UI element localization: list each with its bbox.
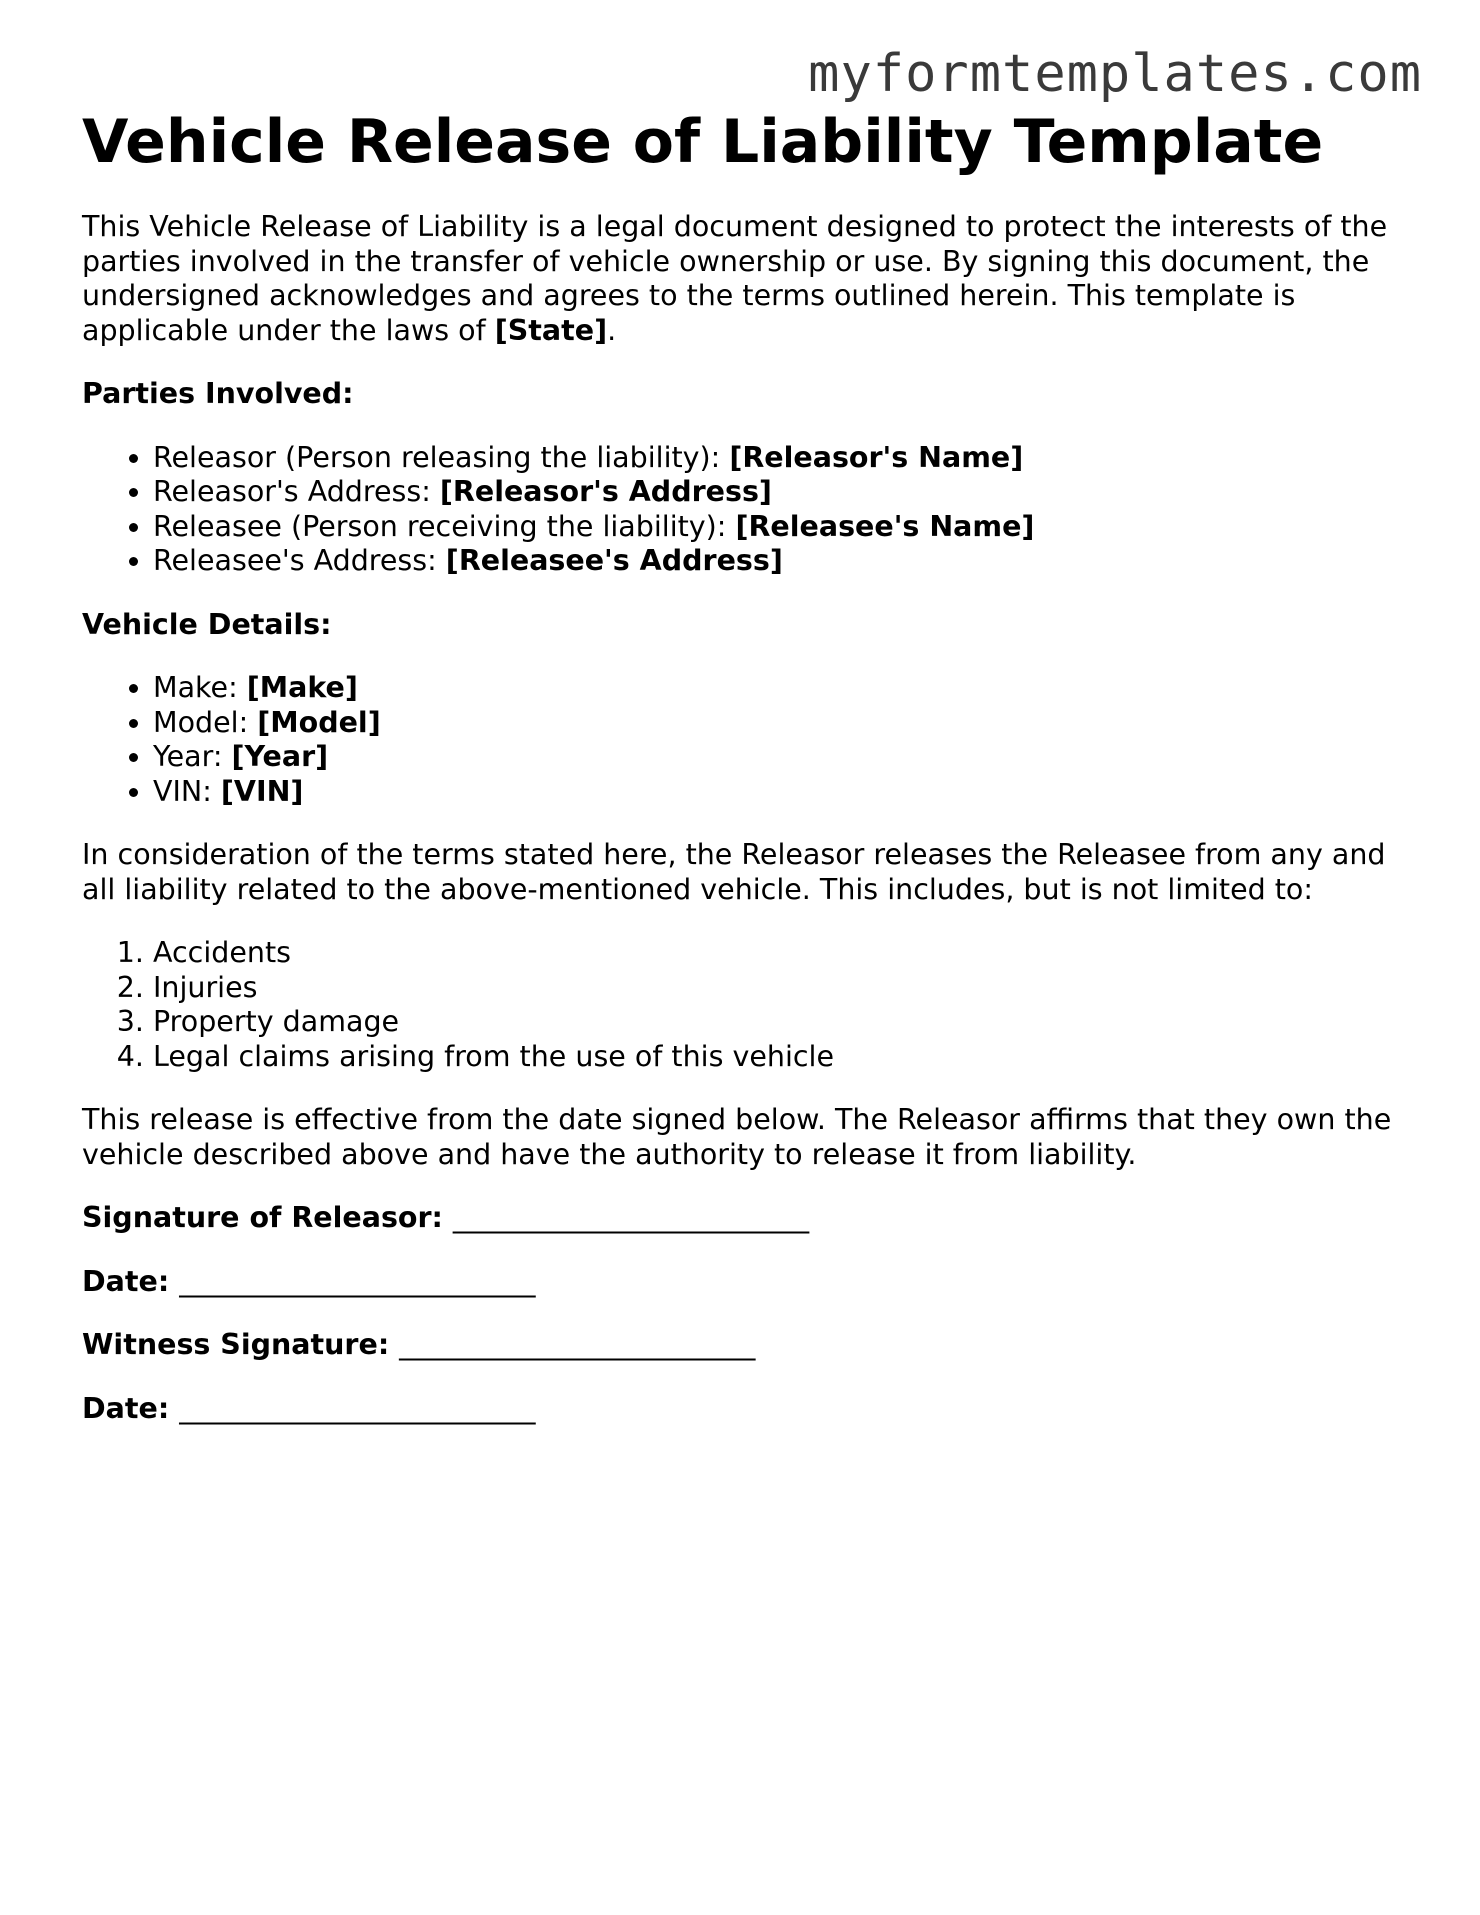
witness-date-line bbox=[82, 1392, 1402, 1427]
state-placeholder: [State] bbox=[494, 313, 608, 347]
list-item bbox=[153, 740, 1402, 775]
vehicle-value: [VIN] bbox=[220, 774, 304, 808]
list-item bbox=[153, 441, 1402, 476]
releasor-date-line bbox=[82, 1265, 1402, 1300]
party-label: Releasor (Person releasing the liability): bbox=[153, 440, 730, 474]
intro-text: This Vehicle Release of Liability is a legal document designed to protect the interests of the parties involved in the transfer of vehicle ownership or use. By signing this document, the undersigned acknowledges and agrees to the terms outlined herein. This template is applicable under the laws of bbox=[82, 210, 1388, 347]
date-blank[interactable]: _________________________ bbox=[179, 1264, 536, 1298]
list-item bbox=[153, 510, 1402, 545]
list-item: 1. Accidents bbox=[153, 936, 1402, 971]
liabilities-list bbox=[82, 936, 1402, 1074]
list-item bbox=[153, 544, 1402, 579]
list-item bbox=[153, 706, 1402, 741]
signature-label: Witness Signature: bbox=[82, 1328, 390, 1361]
date-label: Date: bbox=[82, 1391, 170, 1425]
vehicle-value: [Make] bbox=[246, 671, 358, 704]
vehicle-label: Year: bbox=[153, 740, 232, 773]
list-item: 4. Legal claims arising from the use of this vehicle bbox=[153, 1040, 1402, 1075]
signature-blank[interactable]: _________________________ bbox=[452, 1201, 810, 1234]
party-label: Releasor's Address: bbox=[153, 475, 440, 508]
witness-signature-line bbox=[82, 1328, 1402, 1363]
party-value: [Releasor's Address] bbox=[439, 475, 772, 508]
vehicle-value: [Year] bbox=[231, 740, 329, 773]
signature-blank[interactable]: _________________________ bbox=[399, 1328, 756, 1361]
date-blank[interactable]: _________________________ bbox=[179, 1391, 536, 1425]
parties-list bbox=[82, 441, 1402, 579]
list-item: 2. Injuries bbox=[153, 971, 1402, 1006]
document-body bbox=[82, 106, 1402, 1426]
vehicle-label: VIN: bbox=[153, 774, 221, 808]
parties-heading: Parties Involved: bbox=[82, 377, 354, 410]
party-value: [Releasee's Address] bbox=[445, 544, 783, 577]
vehicle-value: [Model] bbox=[257, 705, 381, 739]
list-item bbox=[153, 475, 1402, 510]
vehicle-label: Model: bbox=[153, 705, 258, 739]
party-value: [Releasor's Name] bbox=[729, 440, 1024, 474]
document-title: Vehicle Release of Liability Template bbox=[82, 107, 1324, 177]
consideration-paragraph: In consideration of the terms stated here, the Releasor releases the Releasee from any and all liability related to the above-mentioned vehicle. This includes, but is not limited to: bbox=[82, 838, 1386, 906]
effective-paragraph: This release is effective from the date signed below. The Releasor affirms that they own the vehicle described above and have the authority to release it from liability. bbox=[82, 1103, 1392, 1171]
intro-end: . bbox=[607, 313, 617, 347]
list-item bbox=[153, 775, 1402, 810]
intro-paragraph bbox=[82, 210, 1402, 348]
list-item: 3. Property damage bbox=[153, 1005, 1402, 1040]
party-value: [Releasee's Name] bbox=[735, 509, 1035, 543]
vehicle-heading: Vehicle Details: bbox=[82, 607, 332, 641]
vehicle-label: Make: bbox=[153, 671, 247, 704]
vehicle-list bbox=[82, 671, 1402, 809]
signature-label: Signature of Releasor: bbox=[82, 1201, 443, 1234]
list-item bbox=[153, 671, 1402, 706]
party-label: Releasee (Person receiving the liability): bbox=[153, 509, 736, 543]
releasor-signature-line bbox=[82, 1201, 1402, 1236]
date-label: Date: bbox=[82, 1264, 170, 1298]
watermark: myformtemplates.com bbox=[808, 44, 1422, 104]
party-label: Releasee's Address: bbox=[153, 544, 446, 577]
